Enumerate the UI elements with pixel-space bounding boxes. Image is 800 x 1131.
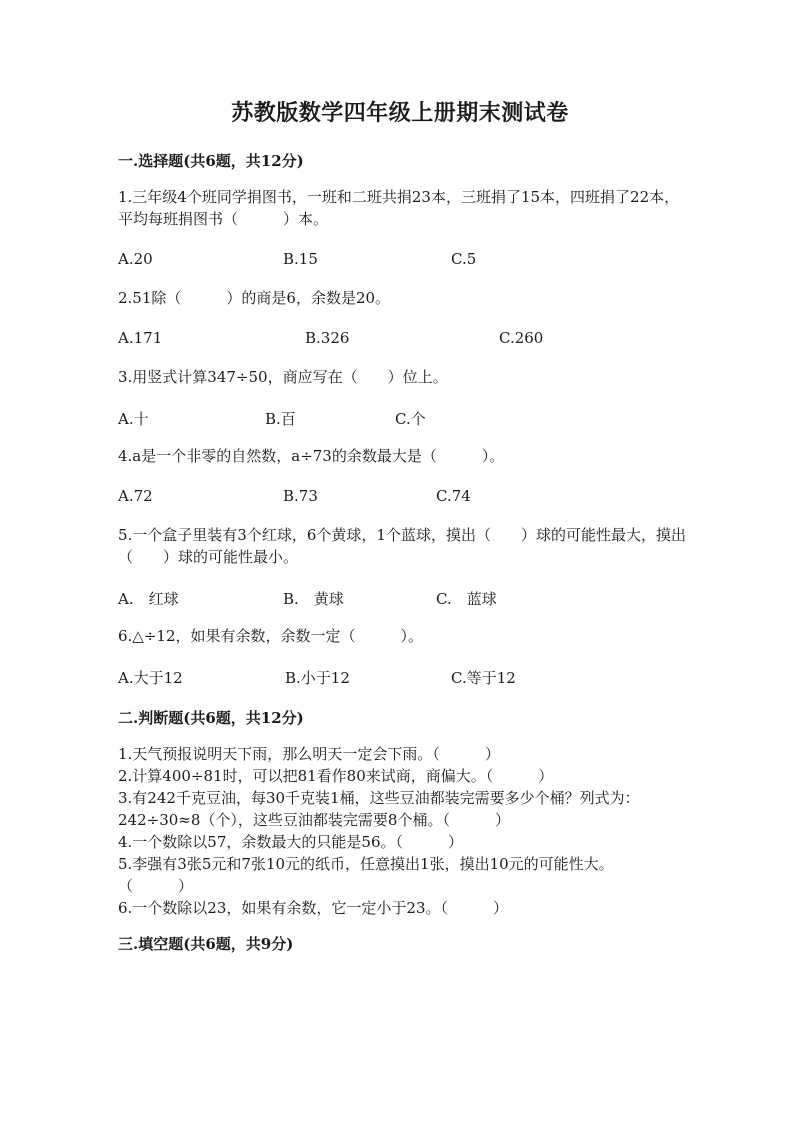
option-c: C.等于12 — [451, 669, 516, 687]
option-b: B.15 — [283, 250, 318, 268]
option-c: C.5 — [451, 250, 477, 268]
judgement-item-4: 4.一个数除以57，余数最大的只能是56。（ ） — [118, 833, 463, 851]
judgement-item-1: 1.天气预报说明天下雨，那么明天一定会下雨。（ ） — [118, 745, 500, 763]
judgement-item-3: 3.有242千克豆油，每30千克装1桶，这些豆油都装完需要多少个桶？列式为：242÷30≈8（个），这些豆油都装完需要8个桶。（ ） — [118, 789, 640, 829]
section-heading-judgement: 二.判断题(共6题，共12分) — [118, 709, 304, 727]
option-c: C. 蓝球 — [436, 590, 497, 608]
section-heading-fill: 三.填空题(共6题，共9分) — [118, 935, 294, 953]
option-a: A.171 — [118, 329, 163, 347]
choice-question-5: 5.一个盒子里装有3个红球，6个黄球，1个蓝球，摸出（ ）球的可能性最大，摸出（ ）球的可能性最小。 — [118, 526, 686, 566]
choice-question-4: 4.a是一个非零的自然数，a÷73的余数最大是（ ）。 — [118, 447, 505, 465]
section-heading-choice: 一.选择题(共6题，共12分) — [118, 152, 304, 170]
choice-question-6: 6.△÷12，如果有余数，余数一定（ ）。 — [118, 627, 424, 645]
option-a: A.20 — [118, 250, 153, 268]
judgement-item-2: 2.计算400÷81时，可以把81看作80来试商，商偏大。（ ） — [118, 767, 554, 785]
option-c: C.260 — [499, 329, 544, 347]
page-title: 苏教版数学四年级上册期末测试卷 — [231, 100, 569, 126]
option-a: A.大于12 — [118, 669, 183, 687]
option-b: B.小于12 — [285, 669, 350, 687]
option-b: B.百 — [265, 410, 296, 428]
option-a: A. 红球 — [118, 590, 179, 608]
option-b: B.326 — [305, 329, 350, 347]
option-b: B. 黄球 — [283, 590, 344, 608]
choice-question-1: 1.三年级4个班同学捐图书，一班和二班共捐23本，三班捐了15本，四班捐了22本，平均每班捐图书（ ）本。 — [118, 188, 680, 228]
option-a: A.十 — [118, 410, 149, 428]
option-c: C.74 — [436, 487, 471, 505]
choice-question-3: 3.用竖式计算347÷50，商应写在（ ）位上。 — [118, 368, 448, 386]
judgement-item-5: 5.李强有3张5元和7张10元的纸币，任意摸出1张，摸出10元的可能性大。 （ ） — [118, 855, 652, 895]
option-a: A.72 — [118, 487, 153, 505]
option-c: C.个 — [395, 410, 426, 428]
judgement-item-6: 6.一个数除以23，如果有余数，它一定小于23。（ ） — [118, 899, 508, 917]
choice-question-2: 2.51除（ ）的商是6，余数是20。 — [118, 289, 391, 307]
option-b: B.73 — [283, 487, 318, 505]
